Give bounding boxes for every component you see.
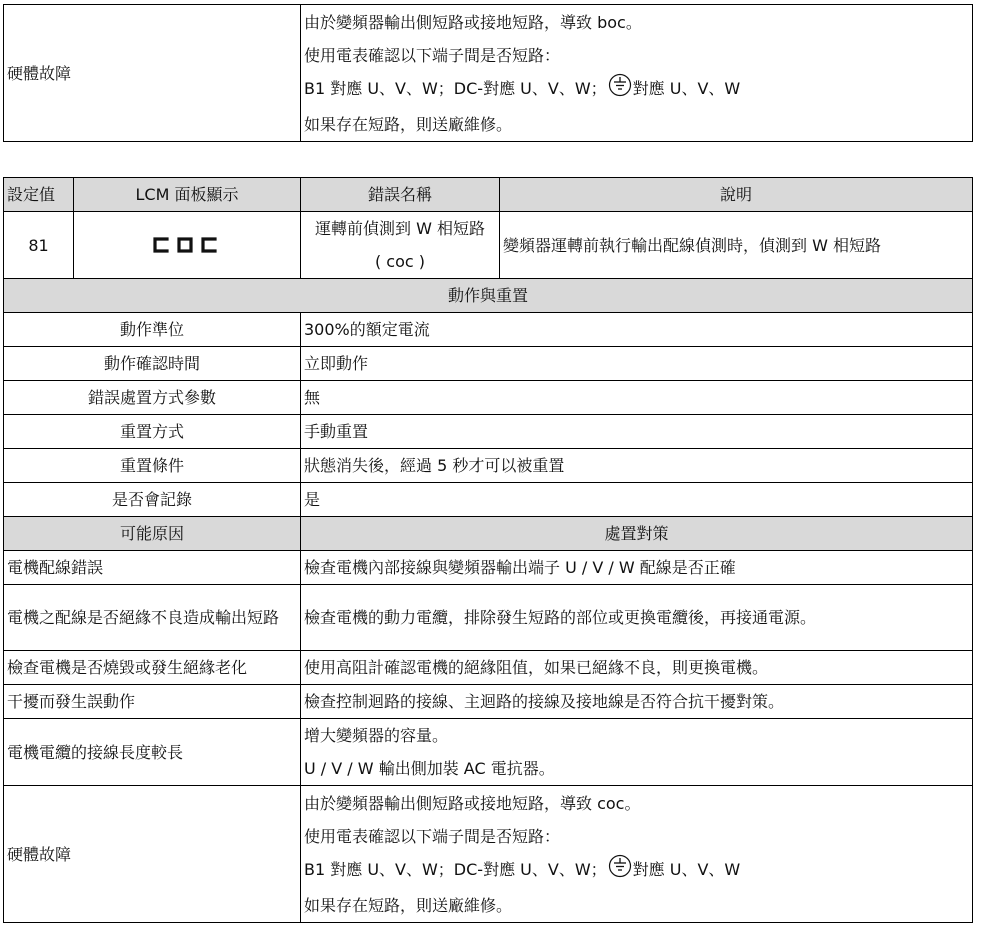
lcm-coc-text	[151, 233, 223, 257]
header-setting-value: 設定值	[4, 178, 74, 212]
cause-cell: 電機之配線是否絕緣不良造成輸出短路	[4, 585, 301, 651]
action-value: 300%的額定電流	[301, 313, 973, 347]
cause-cell: 電機電纜的接線長度較長	[4, 719, 301, 786]
header-description: 說明	[500, 178, 973, 212]
action-value: 狀態消失後，經過 5 秒才可以被重置	[301, 449, 973, 483]
action-label: 錯誤處置方式參數	[4, 381, 301, 415]
cause-cell: 干擾而發生誤動作	[4, 685, 301, 719]
fault-coc-table	[3, 177, 973, 923]
countermeasure-cell: 增大變頻器的容量。 U / V / W 輸出側加裝 AC 電抗器。	[301, 719, 973, 786]
action-value: 無	[301, 381, 973, 415]
lcm-display	[74, 212, 301, 279]
hardware-fault-countermeasure	[301, 5, 973, 142]
top-hardware-fault-table	[3, 4, 973, 142]
fault-name: 運轉前偵測到 W 相短路 ( coc )	[301, 212, 500, 279]
fault-code: 81	[4, 212, 74, 279]
action-label: 重置條件	[4, 449, 301, 483]
hardware-fault-cause: 硬體故障	[4, 5, 301, 142]
header-lcm-display: LCM 面板顯示	[74, 178, 301, 212]
terminal-line: B1 對應 U、V、W；DC-對應 U、V、W； 對應 U、V、W	[304, 853, 972, 889]
action-label: 重置方式	[4, 415, 301, 449]
cause-cell: 檢查電機是否燒毀或發生絕緣老化	[4, 651, 301, 685]
countermeasure-line: 由於變頻器輸出側短路或接地短路，導致 boc。	[304, 12, 642, 32]
ground-symbol-icon	[608, 73, 632, 108]
fault-description: 變頻器運轉前執行輸出配線偵測時，偵測到 W 相短路	[500, 212, 973, 279]
action-value: 是	[301, 483, 973, 517]
action-label: 是否會記錄	[4, 483, 301, 517]
countermeasure-cell: 檢查電機的動力電纜，排除發生短路的部位或更換電纜後，再接通電源。	[301, 585, 973, 651]
cause-cell: 電機配線錯誤	[4, 551, 301, 585]
action-value: 手動重置	[301, 415, 973, 449]
countermeasure-cell: 使用高阻計確認電機的絕緣阻值，如果已絕緣不良，則更換電機。	[301, 651, 973, 685]
countermeasure-line: 使用電表確認以下端子間是否短路：	[304, 45, 561, 65]
countermeasure-line: 由於變頻器輸出側短路或接地短路，導致 coc。	[304, 793, 641, 813]
countermeasure-line: 使用電表確認以下端子間是否短路：	[304, 826, 561, 846]
header-possible-cause: 可能原因	[4, 517, 301, 551]
action-label: 動作確認時間	[4, 347, 301, 381]
header-countermeasure: 處置對策	[301, 517, 973, 551]
cause-cell: 硬體故障	[4, 786, 301, 923]
action-value: 立即動作	[301, 347, 973, 381]
countermeasure-line: 如果存在短路，則送廠維修。	[304, 114, 513, 134]
section-action-reset: 動作與重置	[4, 279, 973, 313]
countermeasure-cell: 檢查控制迴路的接線、主迴路的接線及接地線是否符合抗干擾對策。	[301, 685, 973, 719]
header-error-name: 錯誤名稱	[301, 178, 500, 212]
terminal-line: B1 對應 U、V、W；DC-對應 U、V、W； 對應 U、V、W	[304, 72, 972, 108]
action-label: 動作準位	[4, 313, 301, 347]
ground-symbol-icon	[608, 854, 632, 889]
countermeasure-cell: 檢查電機內部接線與變頻器輸出端子 U / V / W 配線是否正確	[301, 551, 973, 585]
countermeasure-line: 如果存在短路，則送廠維修。	[304, 895, 513, 915]
countermeasure-cell	[301, 786, 973, 923]
